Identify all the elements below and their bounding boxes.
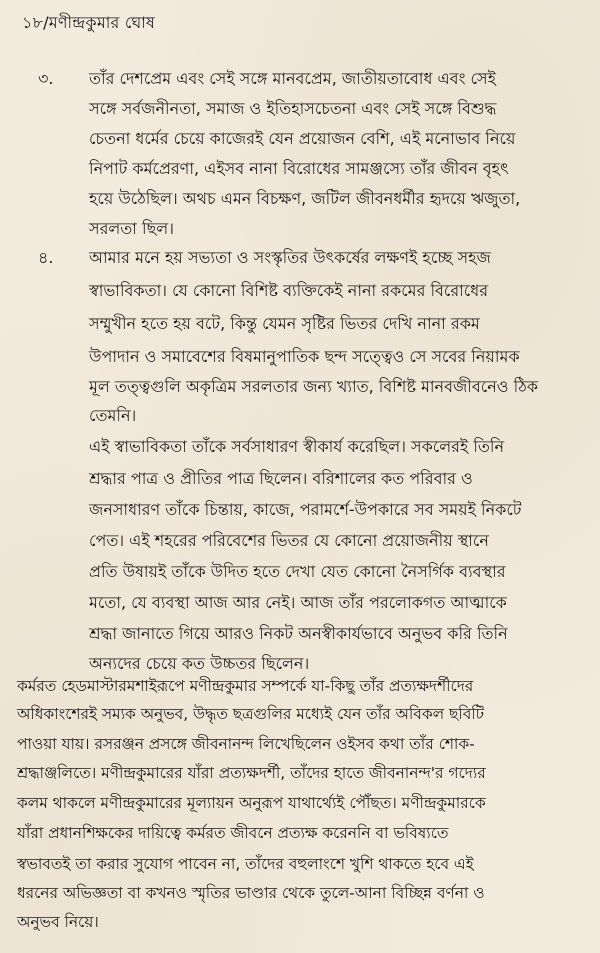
item-line: নিপাট কর্মপ্রেরণা, এইসব নানা বিরোধের সামঞ্জস্যে তাঁর জীবন বৃহৎ [89, 159, 509, 178]
item-line: তেমনি। [89, 406, 137, 425]
item-line: শ্রদ্ধা জানাতে গিয়ে আরও নিকট অনস্বীকার্যভাবে অনুভব করি তিনি [89, 624, 508, 643]
item-line: শ্রদ্ধার পাত্র ও প্রীতির পাত্র ছিলেন। বরিশালের কত পরিবার ও [89, 469, 473, 488]
item-number: ৩. [38, 69, 54, 88]
item-line: সঙ্গে সর্বজনীনতা, সমাজ ও ইতিহাসচেতনা এবং সেই সঙ্গে বিশুদ্ধ [89, 99, 497, 118]
body-line: অধিকাংশেরই সম্যক অনুভব, উদ্ধৃত ছত্রগুলির মধ্যেই যেন তাঁর অবিকল ছবিটি [17, 705, 485, 723]
item-line: মূল তত্ত্বগুলি অকৃত্রিম সরলতার জন্য খ্যাত, বিশিষ্ট মানবজীবনেও ঠিক [89, 377, 538, 396]
body-line: শ্রদ্ধাঞ্জলিতে। মণীন্দ্রকুমারের যাঁরা প্রত্যক্ষদর্শী, তাঁদের হাতে জীবনানন্দ'র গদ্যের [17, 764, 486, 782]
item-line: আমার মনে হয় সভ্যতা ও সংস্কৃতির উৎকর্ষের লক্ষণই হচ্ছে সহজ [89, 248, 491, 267]
item-line: জনসাধারণ তাঁকে চিন্তায়, কাজে, পরামর্শে-উপকারে সব সময়ই নিকটে [89, 500, 522, 519]
item-number: ৪. [38, 248, 54, 267]
body-line: যাঁরা প্রধানশিক্ষকের দায়িত্বে কর্মরত জীবনে প্রত্যক্ষ করেননি বা ভবিষ্যতে [17, 824, 449, 842]
item-line: উপাদান ও সমাবেশের বিষমানুপাতিক ছন্দ সত্ত্বেও সে সবের নিয়ামক [89, 347, 520, 366]
item-line: স্বাভাবিকতা। যে কোনো বিশিষ্ট ব্যক্তিকেই নানা রকমের বিরোধের [89, 281, 489, 300]
item-line: চেতনা ধর্মের চেয়ে কাজেরই যেন প্রয়োজন বেশি, এই মনোভাব নিয়ে [89, 129, 516, 148]
item-line: এই স্বাভাবিকতা তাঁকে সর্বসাধারণ স্বীকার্য করেছিল। সকলেরই তিনি [89, 437, 505, 456]
item-line: পেত। এই শহরের পরিবেশের ভিতর যে কোনো প্রয়োজনীয় স্থানে [89, 531, 489, 550]
body-line: স্বভাবতই তা করার সুযোগ পাবেন না, তাঁদের বহুলাংশে খুশি থাকতে হবে এই [17, 855, 474, 873]
item-line: প্রতি উষায়ই তাঁকে উদিত হতে দেখা যেত কোনো নৈসর্গিক ব্যবস্থার [89, 562, 506, 581]
item-line: অন্যদের চেয়ে কত উচ্চতর ছিলেন। [89, 654, 310, 673]
item-line: সরলতা ছিল। [89, 219, 174, 238]
item-line: মতো, যে ব্যবস্থা আজ আর নেই। আজ তাঁর পরলোকগত আত্মাকে [89, 593, 507, 612]
item-line: তাঁর দেশপ্রেম এবং সেই সঙ্গে মানবপ্রেম, জাতীয়তাবোধ এবং সেই [89, 69, 496, 88]
item-line: হয়ে উঠেছিল। অথচ এমন বিচক্ষণ, জটিল জীবনধর্মীর হৃদয়ে ঋজুতা, [89, 189, 521, 208]
body-line: ধরনের অভিজ্ঞতা বা কখনও স্মৃতির ভাণ্ডার থেকে তুলে-আনা বিচ্ছিন্ন বর্ণনা ও [17, 884, 485, 902]
body-line: কর্মরত হেডমাস্টারমশাইরূপে মণীন্দ্রকুমার সম্পর্কে যা-কিছু তাঁর প্রত্যক্ষদর্শীদের [17, 677, 474, 695]
running-head: ১৮/মণীন্দ্রকুমার ঘোষ [22, 13, 156, 32]
body-line: অনুভব নিয়ে। [17, 913, 99, 931]
body-line: পাওয়া যায়। রসরঞ্জন প্রসঙ্গে জীবনানন্দ লিখেছিলেন ওইসব কথা তাঁর শোক- [17, 735, 475, 753]
item-line: সম্মুখীন হতে হয় বটে, কিন্তু যেমন সৃষ্টির ভিতর দেখি নানা রকম [89, 314, 480, 333]
body-line: কলম থাকলে মণীন্দ্রকুমারের মূল্যায়ন অনুরূপ যাথার্থ্যেই পৌঁছত। মণীন্দ্রকুমারকে [17, 794, 486, 812]
